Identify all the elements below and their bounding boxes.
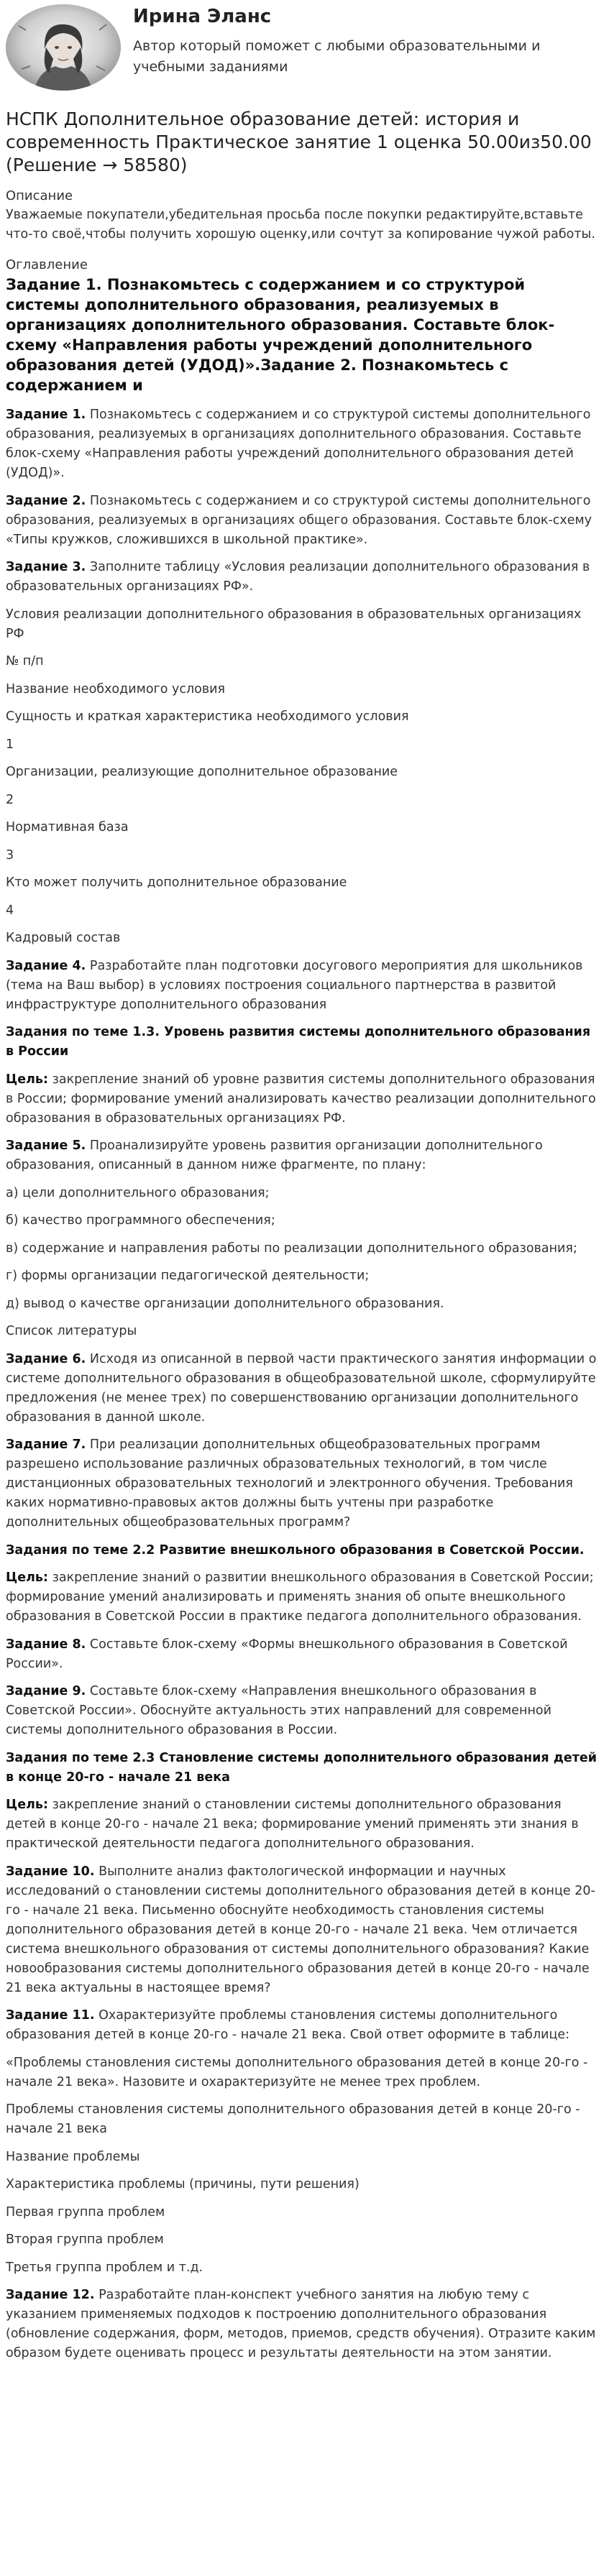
task-label: Задание 8. <box>6 1637 86 1652</box>
description-text: Уважаемые покупатели,убедительная просьба после покупки редактируйте,вставьте что-то своё,чтобы получить хорошую оценку,или сочтут за копирование чужой работы. <box>6 208 595 242</box>
author-header <box>0 0 609 101</box>
text-paragraph: д) вывод о качестве организации дополнительного образования. <box>6 1296 444 1311</box>
task-text: закрепление знаний об уровне развития системы дополнительного образования в России; формирование умений анализировать качество реализации дополнительного образования в образовательных организациях РФ. <box>6 1072 596 1126</box>
text-paragraph: Список литературы <box>6 1324 137 1338</box>
text-paragraph: Вторая группа проблем <box>6 2232 164 2247</box>
task-paragraph <box>6 492 603 550</box>
toc-lead: Задание 1. Познакомьтесь с содержанием и со структурой системы дополнительного образования, реализуемых в организациях дополнительного образования. Составьте блок-схему «Направления работы учреждений дополнительного образования детей (УДОД)».Задание 2. Познакомьтесь с содержанием и <box>6 276 555 394</box>
task-text: Составьте блок-схему «Направления внешкольного образования в Советской России». Обоснуйте актуальность этих направлений для современной системы дополнительного образования в России. <box>6 1684 551 1737</box>
text-paragraph: № п/п <box>6 654 44 668</box>
task-paragraph <box>6 957 603 1015</box>
text-paragraph: в) содержание и направления работы по реализации дополнительного образования; <box>6 1241 577 1256</box>
task-paragraph <box>6 405 603 483</box>
task-text: Проанализируйте уровень развития организации дополнительного образования, описанный в данном ниже фрагменте, по плану: <box>6 1138 543 1172</box>
author-avatar[interactable] <box>6 4 121 91</box>
text-paragraph: «Проблемы становления системы дополнительного образования детей в конце 20-го - начале 21 века». Назовите и охарактеризуйте не менее трех проблем. <box>6 2055 588 2089</box>
task-label: Задание 1. <box>6 408 86 422</box>
text-paragraph: Условия реализации дополнительного образования в образовательных организациях РФ <box>6 607 582 641</box>
text-paragraph: Кто может получить дополнительное образование <box>6 875 347 890</box>
toc-label: Оглавление <box>6 257 88 272</box>
author-description: Автор который поможет с любыми образовательными и учебными заданиями <box>133 38 541 75</box>
task-label: Задание 5. <box>6 1138 86 1153</box>
text-paragraph: Характеристика проблемы (причины, пути решения) <box>6 2177 360 2191</box>
task-text: Охарактеризуйте проблемы становления системы дополнительного образования детей в конце 20-го - начале 21 века. Свой ответ оформите в таблице: <box>6 2008 570 2042</box>
task-paragraph <box>6 2006 603 2045</box>
task-label: Цель: <box>6 1798 48 1812</box>
section-heading: Задания по теме 2.3 Становление системы дополнительного образования детей в конце 20-го - начале 21 века <box>6 1750 597 1785</box>
task-paragraph <box>6 1795 603 1854</box>
text-paragraph: а) цели дополнительного образования; <box>6 1185 270 1200</box>
task-label: Задание 2. <box>6 493 86 508</box>
task-paragraph <box>6 1350 603 1427</box>
task-paragraph <box>6 1435 603 1532</box>
text-paragraph: Нормативная база <box>6 820 129 834</box>
task-label: Задание 10. <box>6 1864 95 1879</box>
text-paragraph: Название необходимого условия <box>6 681 226 696</box>
text-paragraph: 3 <box>6 847 14 862</box>
text-paragraph: б) качество программного обеспечения; <box>6 1213 275 1228</box>
text-paragraph: Кадровый состав <box>6 931 121 945</box>
text-paragraph: Проблемы становления системы дополнительного образования детей в конце 20-го - начале 21 века <box>6 2102 580 2136</box>
section-heading: Задания по теме 1.3. Уровень развития системы дополнительного образования в России <box>6 1025 591 1059</box>
task-paragraph <box>6 1682 603 1740</box>
task-text: Заполните таблицу «Условия реализации дополнительного образования в образовательных организациях РФ». <box>6 560 590 594</box>
task-label: Задание 3. <box>6 560 86 574</box>
task-paragraph <box>6 1635 603 1674</box>
text-paragraph: Сущность и краткая характеристика необходимого условия <box>6 709 409 724</box>
description-label: Описание <box>6 188 73 203</box>
task-text: Разработайте план-конспект учебного занятия на любую тему с указанием применяемых подходов к построению дополнительного образования (обновление содержания, форм, методов, приемов, средств обучения). Отразите каким образом будете оценивать процесс и результаты деятельности на этом занятии. <box>6 2288 596 2360</box>
text-paragraph: г) формы организации педагогической деятельности; <box>6 1269 370 1283</box>
task-label: Задание 9. <box>6 1684 86 1698</box>
text-paragraph: Название проблемы <box>6 2149 140 2164</box>
section-heading: Задания по теме 2.2 Развитие внешкольного образования в Советской России. <box>6 1542 585 1558</box>
task-text: Исходя из описанной в первой части практического занятия информации о системе дополнительного образования в общеобразовательной школе, сформулируйте предложения (не менее трех) по совершенствованию организации дополнительного образования в данной школе. <box>6 1351 597 1425</box>
task-label: Задание 7. <box>6 1438 86 1452</box>
task-text: Познакомьтесь с содержанием и со структурой системы дополнительного образования, реализуемых в организациях дополнительного образования. Составьте блок-схему «Направления работы учреждений дополнительного образования детей (УДОД)». <box>6 408 591 480</box>
task-text: закрепление знаний о развитии внешкольного образования в Советской России; формирование умений анализировать и применять знания об опыте внешкольного образования в Советской России в практике педагога дополнительного образования. <box>6 1570 594 1624</box>
task-text: При реализации дополнительных общеобразовательных программ разрешено использование различных образовательных технологий, в том числе дистанционных образовательных технологий и электронного обучения. Требования каких нормативно-правовых актов должны быть учтены при разработке дополнительных общеобразовательных программ? <box>6 1438 573 1530</box>
task-paragraph <box>6 2286 603 2363</box>
task-paragraph <box>6 1070 603 1128</box>
task-label: Задание 4. <box>6 958 86 973</box>
text-paragraph: 2 <box>6 792 14 807</box>
avatar-portrait-icon <box>6 4 121 91</box>
task-label: Задание 6. <box>6 1351 86 1366</box>
task-label: Задание 12. <box>6 2288 95 2302</box>
task-paragraph <box>6 1862 603 1998</box>
task-text: Выполните анализ фактологической информации и научных исследований о становлении системы дополнительного образования детей в конце 20-го - начале 21 века. Письменно обоснуйте необходимость становления системы дополнительного образования детей в конце 20-го - начале 21 века. Чем отличается система внешкольного образования от системы дополнительного образования? Какие новообразования системы дополнительного образования детей в конце 20-го - начале 21 века актуальны в настоящее время? <box>6 1864 595 1995</box>
task-text: закрепление знаний о становлении системы дополнительного образования детей в конце 20-го - начале 21 века; формирование умений применять эти знания в практической деятельности педагога дополнительного образования. <box>6 1798 579 1851</box>
task-paragraph <box>6 558 603 597</box>
task-label: Цель: <box>6 1570 48 1585</box>
task-text: Познакомьтесь с содержанием и со структурой системы дополнительного образования, реализуемых в организациях общего образования. Составьте блок-схему «Типы кружков, сложившихся в школьной практике». <box>6 493 592 547</box>
page-title: НСПК Дополнительное образование детей: история и современность Практическое занятие 1 оценка 50.00из50.00 (Решение → 58580) <box>6 109 592 175</box>
author-name[interactable]: Ирина Эланс <box>133 6 272 27</box>
text-paragraph: Первая группа проблем <box>6 2204 165 2220</box>
task-label: Задание 11. <box>6 2008 95 2023</box>
text-paragraph: 1 <box>6 737 14 752</box>
text-paragraph: Третья группа проблем и т.д. <box>6 2260 203 2275</box>
work-content <box>6 405 603 2363</box>
task-paragraph <box>6 1136 603 1175</box>
main-content <box>6 108 603 2372</box>
text-paragraph: 4 <box>6 903 14 918</box>
task-text: Разработайте план подготовки досугового мероприятия для школьников (тема на Ваш выбор) в условиях построения социального партнерства в развитой инфраструктуре дополнительного образования <box>6 958 583 1012</box>
text-paragraph: Организации, реализующие дополнительное образование <box>6 765 398 779</box>
task-label: Цель: <box>6 1072 48 1087</box>
task-paragraph <box>6 1568 603 1627</box>
task-text: Составьте блок-схему «Формы внешкольного образования в Советской России». <box>6 1637 568 1671</box>
